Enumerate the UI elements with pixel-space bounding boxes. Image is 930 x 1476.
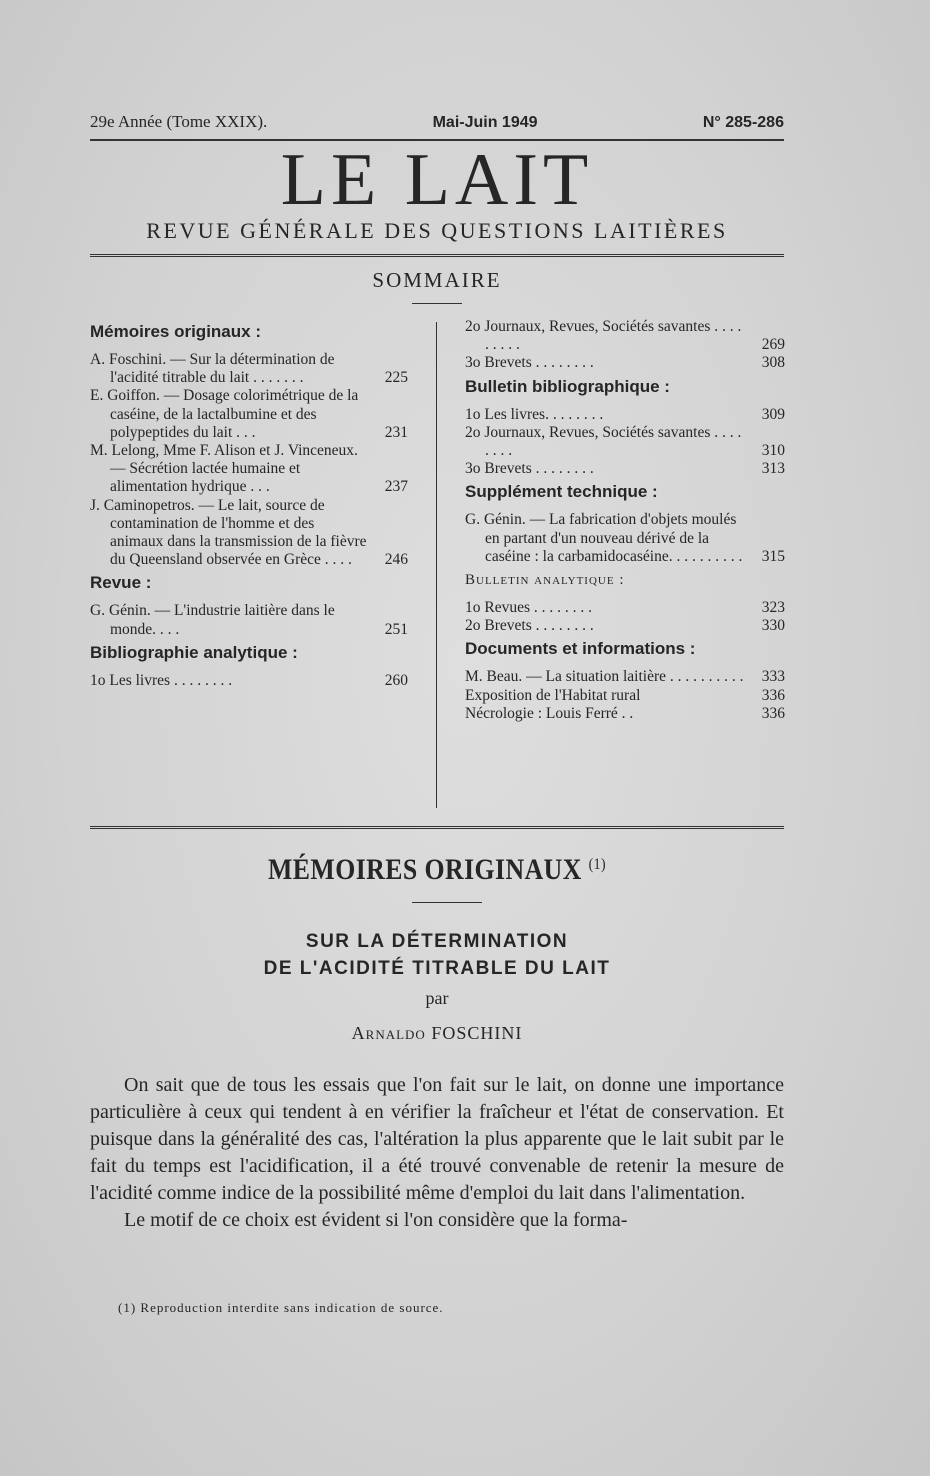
toc-section-heading: Documents et informations : bbox=[465, 639, 696, 659]
toc-entry bbox=[465, 511, 785, 566]
toc-entry-text: A. Foschini. — Sur la détermination de l'acidité titrable du lait . . . . . . . bbox=[90, 351, 335, 387]
toc-right-column bbox=[465, 318, 785, 723]
toc-entry-text: 2o Journaux, Revues, Sociétés savantes . . . . . . . . bbox=[465, 423, 742, 460]
toc-entry bbox=[90, 442, 408, 497]
article-paragraph: On sait que de tous les essais que l'on fait sur le lait, on donne une importance particulière à ceux qui tendent à en vérifier la fraîcheur et l'état de conservation. Et puisque dans la généralité des cas, l'altération la plus apparente que le lait subit par le fait du temps est l'acidification, il a été trouvé convenable de retenir la mesure de l'acidité comme indice de la possibilité même d'emploi du lait dans l'alimentation. bbox=[90, 1074, 784, 1204]
toc-entry bbox=[465, 599, 785, 617]
toc-entry bbox=[465, 406, 785, 424]
toc-entry bbox=[90, 351, 408, 387]
toc-entry-page: 315 bbox=[761, 547, 785, 565]
toc-entry bbox=[90, 497, 408, 570]
toc-entry bbox=[465, 617, 785, 635]
toc-entry bbox=[465, 318, 785, 354]
toc-entry-page: 333 bbox=[761, 668, 785, 686]
section-title bbox=[139, 853, 736, 887]
toc-entry-page: 308 bbox=[761, 354, 785, 372]
toc-entry-page: 336 bbox=[761, 704, 785, 722]
toc-entry-page: 225 bbox=[384, 369, 408, 387]
article-paragraph: Le motif de ce choix est évident si l'on considère que la forma- bbox=[124, 1209, 628, 1231]
toc-entry-text: 1o Les livres. . . . . . . . bbox=[465, 405, 604, 423]
toc-entry bbox=[465, 354, 785, 372]
toc-entry-text: M. Lelong, Mme F. Alison et J. Vinceneux. — Sécrétion lactée humaine et alimentation hydrique . . . bbox=[90, 442, 358, 496]
toc-section-heading: Mémoires originaux : bbox=[90, 322, 261, 341]
article-body bbox=[90, 1072, 784, 1234]
toc-entry-text: 3o Brevets . . . . . . . . bbox=[465, 460, 594, 478]
toc-entry-text: 2o Journaux, Revues, Sociétés savantes . . . . . . . . . bbox=[465, 318, 742, 354]
toc-entry bbox=[90, 672, 408, 690]
toc-entry-page: 310 bbox=[761, 442, 785, 460]
issue-header bbox=[90, 112, 784, 132]
toc-entry-text: G. Génin. — L'industrie laitière dans le monde. . . . bbox=[90, 602, 335, 638]
toc-entry-page: 323 bbox=[761, 599, 785, 617]
issue-number: N° 285-286 bbox=[702, 114, 784, 131]
toc-entry-text: J. Caminopetros. — Le lait, source de contamination de l'homme et des animaux dans la transmission de la fièvre du Queensland observée en Grèce . . . . bbox=[90, 496, 367, 569]
footnote: (1) Reproduction interdite sans indication de source. bbox=[118, 1300, 444, 1315]
toc-entry bbox=[465, 460, 785, 478]
toc-section-heading: Bibliographie analytique : bbox=[90, 642, 298, 662]
toc-entry-page: 260 bbox=[384, 671, 408, 689]
article-author: Arnaldo FOSCHINI bbox=[351, 1023, 523, 1043]
toc-entry-text: Exposition de l'Habitat rural bbox=[465, 686, 641, 704]
toc-entry-text: 1o Les livres . . . . . . . . bbox=[90, 671, 233, 689]
toc-entry-text: 2o Brevets . . . . . . . . bbox=[465, 617, 594, 635]
toc-section-heading: Supplément technique : bbox=[465, 482, 658, 502]
section-title-text: MÉMOIRES ORIGINAUX bbox=[267, 853, 582, 886]
sommaire-rule bbox=[412, 303, 462, 304]
toc-section-heading: Bulletin bibliographique : bbox=[465, 376, 670, 396]
volume-label: 29e Année (Tome XXIX). bbox=[90, 112, 268, 131]
toc-entry-page: 336 bbox=[761, 686, 785, 704]
toc-entry bbox=[465, 668, 785, 686]
toc-entry-page: 313 bbox=[761, 460, 785, 478]
title-rule bbox=[90, 254, 784, 261]
toc-entry bbox=[90, 387, 408, 442]
toc-entry-text: E. Goiffon. — Dosage colorimétrique de la caséine, de la lactalbumine et des polypeptides du lait . . . bbox=[90, 387, 359, 441]
journal-subtitle: REVUE GÉNÉRALE DES QUESTIONS LAITIÈRES bbox=[146, 218, 728, 243]
toc-entry-page: 251 bbox=[384, 620, 408, 638]
toc-entry-text: 3o Brevets . . . . . . . . bbox=[465, 354, 594, 372]
article-title-line2: DE L'ACIDITÉ TITRABLE DU LAIT bbox=[263, 958, 611, 979]
toc-entry-page: 309 bbox=[761, 405, 785, 423]
toc-entry-text: Nécrologie : Louis Ferré . . bbox=[465, 704, 634, 722]
toc-entry bbox=[465, 424, 785, 460]
toc-entry-page: 269 bbox=[761, 336, 785, 354]
toc-entry-text: G. Génin. — La fabrication d'objets moulés en partant d'un nouveau dérivé de la caséine : la carbamidocaséine. . . . . . . . . . bbox=[465, 511, 743, 565]
toc-bottom-rule bbox=[90, 826, 784, 833]
article-title bbox=[90, 928, 784, 982]
toc-entry-page: 246 bbox=[384, 551, 408, 569]
toc-section-heading: Bulletin analytique : bbox=[465, 572, 625, 589]
toc-entry-page: 231 bbox=[384, 423, 408, 441]
by-label: par bbox=[425, 988, 449, 1008]
article-title-line1: SUR LA DÉTERMINATION bbox=[305, 931, 569, 952]
issue-date: Mai-Juin 1949 bbox=[432, 114, 538, 131]
toc-entry bbox=[465, 705, 785, 723]
toc-column-divider bbox=[436, 322, 437, 808]
footnote-marker: (1) bbox=[588, 856, 606, 873]
toc-entry-text: 1o Revues . . . . . . . . bbox=[465, 599, 593, 617]
section-rule bbox=[412, 902, 482, 903]
sommaire-heading: SOMMAIRE bbox=[372, 268, 502, 292]
toc-entry-page: 237 bbox=[384, 478, 408, 496]
toc-entry-page: 330 bbox=[761, 617, 785, 635]
toc-left-column bbox=[90, 318, 408, 690]
toc-entry bbox=[465, 687, 785, 705]
toc-entry-text: M. Beau. — La situation laitière . . . . . . . . . . bbox=[465, 668, 744, 686]
toc-entry bbox=[90, 602, 408, 638]
toc-section-heading: Revue : bbox=[90, 573, 152, 593]
journal-title: LE LAIT bbox=[280, 139, 594, 221]
